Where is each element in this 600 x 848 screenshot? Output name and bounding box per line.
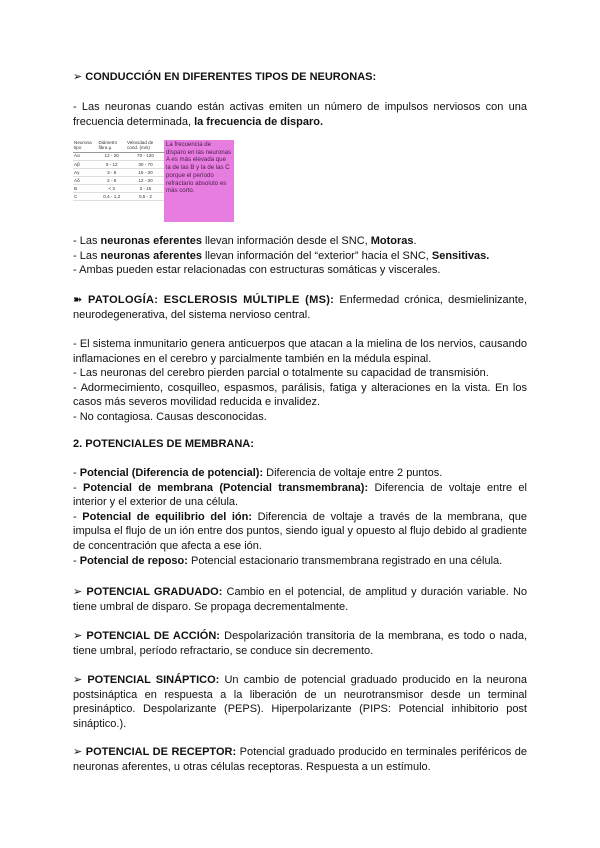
table-row: Aβ 5 - 12 30 - 70	[73, 160, 165, 168]
list-item: - Potencial de reposo: Potencial estacionario transmembrana registrado en una célula.	[73, 554, 503, 567]
list-item: - Potencial (Diferencia de potencial): Diferencia de voltaje entre 2 puntos.	[73, 467, 443, 479]
neuron-conduction-table	[73, 140, 165, 201]
table-row: Aδ 2 - 5 12 - 30	[73, 176, 165, 184]
list-item: - Las neuronas del cerebro pierden parcial o totalmente su capacidad de transmisión.	[73, 367, 489, 380]
esclerosis-list	[73, 337, 527, 425]
potencial-receptor: ➢ POTENCIAL DE RECEPTOR: Potencial graduado producido en terminales periféricos de neuronas aferentes, u otras células receptoras. Respuesta a un estímulo.	[73, 746, 527, 773]
table-header: Velocidad de cond. (m/s)	[126, 140, 165, 152]
table-row: C 0,4 - 1,2 0,5 - 2	[73, 192, 165, 200]
potencial-graduado: ➢ POTENCIAL GRADUADO: Cambio en el potencial, de amplitud y duración variable. No tiene umbral de disparo. Se propaga decrementalmente.	[73, 586, 528, 613]
list-item: - Adormecimiento, cosquilleo, espasmos, parálisis, fatiga y alteraciones en la vista. En los casos más severos movilidad reducida e invalidez.	[73, 381, 527, 409]
list-item: - El sistema inmunitario genera anticuerpos que atacan a la mielina de los nervios, causando inflamaciones en el cerebro y parcialmente también en la médula espinal.	[73, 338, 527, 365]
list-item: - Las neuronas eferentes llevan información desde el SNC, Motoras.	[73, 235, 417, 247]
list-item: - Potencial de membrana (Potencial transmembrana): Diferencia de voltaje entre el interior y el exterior de una célula.	[73, 481, 527, 509]
list-item: - Potencial de equilibrio del ión: Diferencia de voltaje a través de la membrana, que impulsa el flujo de un ión entre dos puntos, siendo igual y opuesto al flujo debido al gradiente de concentración que afecta a ese ión.	[73, 510, 527, 552]
table-row: Aα 12 - 20 70 - 120	[73, 152, 165, 160]
potencial-sinaptico: ➢ POTENCIAL SINÁPTICO: Un cambio de potencial graduado producido en la neurona postsináptica en respuesta a la liberación de un neurotransmisor desde un terminal presináptico. Despolarizante (PEPS). Hiperpolarizante (PIPS: Potencial inhibitorio post sináptico.).	[73, 674, 528, 730]
paragraph-frecuencia: - Las neuronas cuando están activas emiten un número de impulsos nerviosos con una frecuencia determinada, la frecuencia de disparo.	[73, 101, 527, 128]
definitions-list	[73, 466, 527, 568]
section-esclerosis: ➽ PATOLOGÍA: ESCLEROSIS MÚLTIPLE (MS): Enfermedad crónica, desmielinizante, neurodegenerativa, del sistema nervioso central.	[73, 294, 527, 321]
table-row: B < 3 3 - 15	[73, 184, 165, 192]
list-item: - Las neuronas aferentes llevan información del “exterior” hacia el SNC, Sensitivas.	[73, 249, 490, 262]
highlight-note: La frecuencia de disparo en las neuronas A es más elevada que la de las B y la de las C porque el período refractario absoluto es más corto.	[164, 140, 234, 222]
table-header: Diámetro fibra µ	[97, 140, 126, 152]
section-title-conduccion: ➢ CONDUCCIÓN EN DIFERENTES TIPOS DE NEURONAS:	[73, 71, 377, 83]
neuron-table-figure	[73, 140, 239, 222]
table-header: Neurona tipo	[73, 140, 97, 152]
neuron-types-list	[73, 234, 527, 278]
potencial-accion: ➢ POTENCIAL DE ACCIÓN: Despolarización transitoria de la membrana, es todo o nada, tiene umbral, período refractario, se conduce sin decremento.	[73, 630, 528, 657]
section-potenciales: 2. POTENCIALES DE MEMBRANA:	[73, 438, 254, 450]
list-item: - Ambas pueden estar relacionadas con estructuras somáticas y viscerales.	[73, 264, 441, 277]
list-item: - No contagiosa. Causas desconocidas.	[73, 410, 267, 423]
table-row: Aγ 3 - 6 15 - 30	[73, 168, 165, 176]
